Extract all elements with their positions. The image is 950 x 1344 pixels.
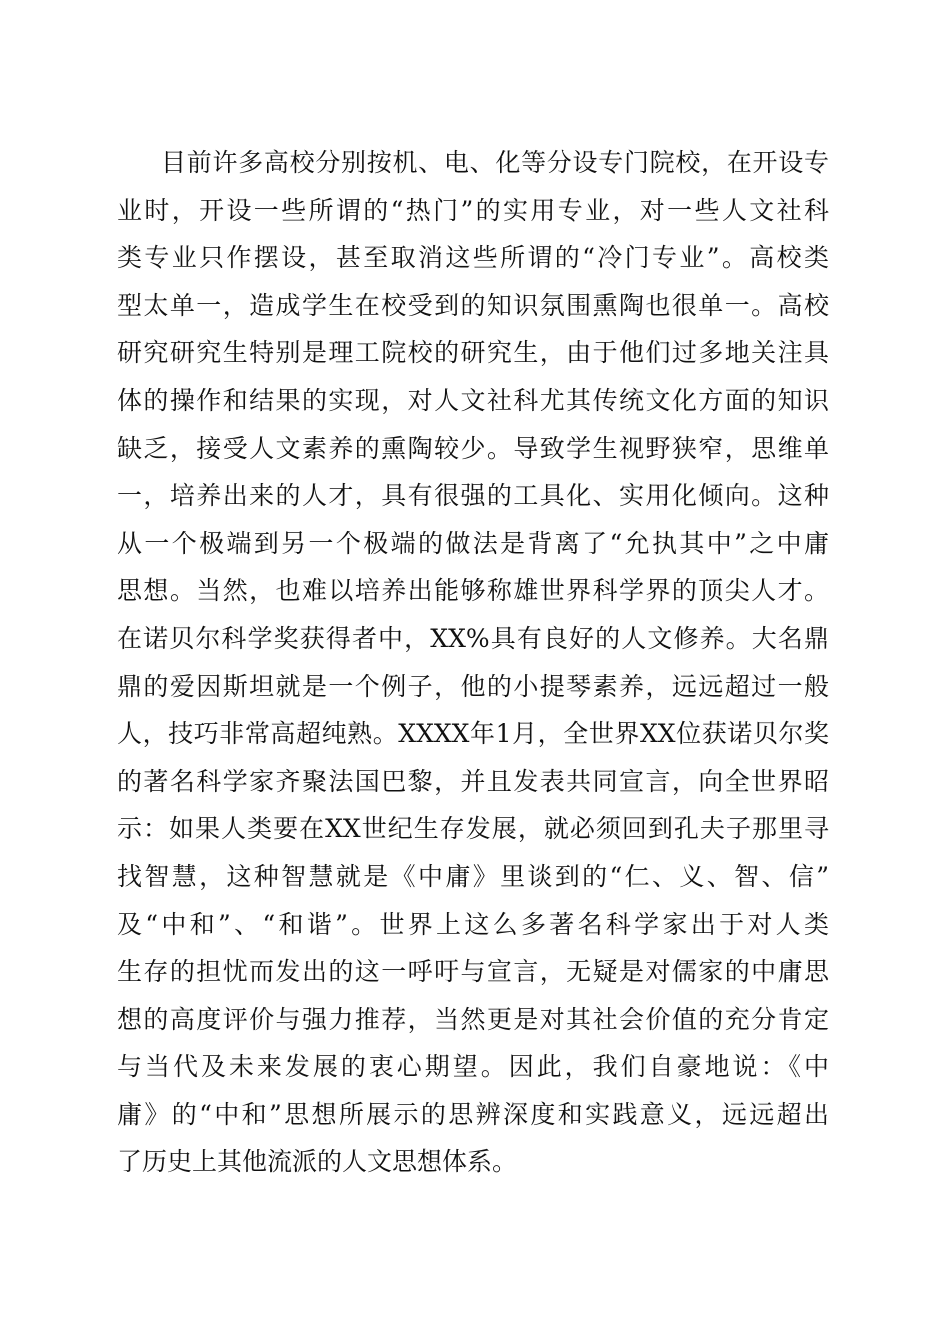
paragraph-line: 庸》的“中和”思想所展示的思辨深度和实践意义，远远超出: [117, 1099, 829, 1129]
paragraph-line: 想的高度评价与强力推荐，当然更是对其社会价值的充分肯定: [117, 1004, 829, 1034]
paragraph-line: 的著名科学家齐聚法国巴黎，并且发表共同宣言，向全世界昭: [117, 766, 829, 796]
paragraph-line: 一，培养出来的人才，具有很强的工具化、实用化倾向。这种: [117, 481, 829, 511]
paragraph-line: 缺乏，接受人文素养的熏陶较少。导致学生视野狭窄，思维单: [117, 433, 829, 463]
paragraph-line: 在诺贝尔科学奖获得者中，XX%具有良好的人文修养。大名鼎: [117, 623, 829, 653]
paragraph-line: 研究研究生特别是理工院校的研究生，由于他们过多地关注具: [117, 338, 829, 368]
paragraph-line: 生存的担忧而发出的这一呼吁与宣言，无疑是对儒家的中庸思: [117, 957, 829, 987]
paragraph-line: 了历史上其他流派的人文思想体系。: [117, 1147, 518, 1177]
paragraph-line: 与当代及未来发展的衷心期望。因此，我们自豪地说：《中: [117, 1052, 829, 1082]
paragraph-line: 类专业只作摆设，甚至取消这些所谓的“冷门专业”。高校类: [117, 243, 829, 273]
paragraph-line: 人，技巧非常高超纯熟。XXXX年1月，全世界XX位获诺贝尔奖: [117, 719, 829, 749]
paragraph-line: 及“中和”、“和谐”。世界上这么多著名科学家出于对人类: [117, 909, 829, 939]
paragraph-line: 找智慧，这种智慧就是《中庸》里谈到的“仁、义、智、信”: [117, 861, 829, 891]
paragraph-line: 目前许多高校分别按机、电、化等分设专门院校，在开设专: [161, 148, 829, 177]
paragraph-line: 型太单一，造成学生在校受到的知识氛围熏陶也很单一。高校: [117, 290, 829, 320]
paragraph-line: 体的操作和结果的实现，对人文社科尤其传统文化方面的知识: [117, 385, 829, 415]
paragraph-line: 从一个极端到另一个极端的做法是背离了“允执其中”之中庸: [117, 528, 829, 558]
body-paragraph: [117, 143, 829, 1190]
paragraph-line: 示：如果人类要在XX世纪生存发展，就必须回到孔夫子那里寻: [117, 814, 829, 844]
paragraph-line: 鼎的爱因斯坦就是一个例子，他的小提琴素养，远远超过一般: [117, 671, 829, 701]
paragraph-line: 业时，开设一些所谓的“热门”的实用专业，对一些人文社科: [117, 195, 829, 225]
paragraph-line: 思想。当然，也难以培养出能够称雄世界科学界的顶尖人才。: [117, 576, 829, 606]
